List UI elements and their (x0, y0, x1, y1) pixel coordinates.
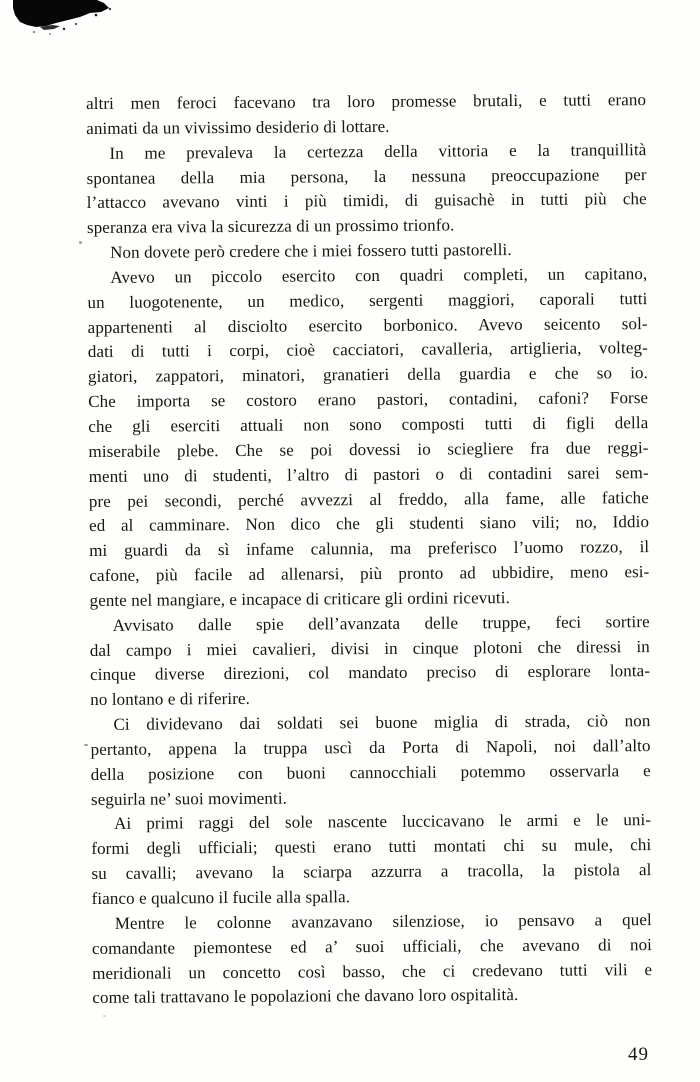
text-line: spontanea della mia persona, la nessuna preoccupazione per (86, 164, 647, 188)
text-line: pertanto, appena la truppa uscì da Porta di Napoli, noi dall’alto (90, 736, 651, 759)
text-block (86, 88, 652, 1011)
text-line: dal campo i miei cavalieri, divisi in cinque plotoni che diressi in (89, 636, 650, 660)
ink-blob-artifact (0, 0, 130, 46)
text-line: menti uno di studenti, l’altro di pastori o di contadini sarei sem- (88, 462, 649, 486)
paragraph (86, 88, 646, 142)
text-line: Avvisato dalle spie dell’avanzata delle truppe, feci sortire (112, 611, 650, 635)
text-line: speranza era viva la sicurezza di un prossimo trionfo. (86, 215, 455, 238)
text-line: formi degli ufficiali; questi erano tutti montati chi su mule, chi (91, 835, 652, 859)
scan-speckle (103, 1015, 106, 1017)
text-line: meridionali un concetto così basso, che ci credevano tutti vili e (92, 959, 653, 983)
paragraph (91, 809, 652, 912)
text-line: Avevo un piccolo esercito con quadri completi, un capitano, (110, 263, 648, 287)
text-line: cinque diverse direzioni, col mandato preciso di esplorare lonta- (90, 661, 651, 685)
scan-speckle (79, 241, 82, 244)
paragraph (90, 709, 651, 812)
text-line: un luogotenente, un medico, sergenti maggiori, caporali tutti (87, 288, 648, 312)
text-line: animati da un vivissimo desiderio di lottare. (86, 116, 390, 138)
text-line: cafone, più facile ad allenarsi, più pronto ad ubbidire, meno esi- (89, 562, 650, 586)
text-line: no lontano e di riferire. (90, 689, 251, 710)
text-line: In me prevaleva la certezza della vittoria e la tranquillità (109, 139, 647, 163)
text-line: comandante piemontese ed a’ suoi ufficiali, che avevano di noi (91, 934, 653, 958)
page-number: 49 (628, 1044, 649, 1065)
scan-speckle (84, 744, 88, 746)
text-line: Mentre le colonne avanzavano silenziose, io pensavo a quel (114, 909, 652, 933)
text-line: altri men feroci facevano tra loro promesse brutali, e tutti erano (86, 90, 647, 113)
text-line: mi guardi da sì infame calunnia, ma preferisco l’uomo rozzo, il (89, 537, 650, 561)
text-line: l’attacco avevano vinti i più timidi, di guisachè in tutti più che (86, 189, 647, 213)
text-line: gente nel mangiare, e incapace di criticare gli ordini ricevuti. (89, 587, 510, 610)
paragraph (86, 138, 647, 241)
text-line: che gli eserciti attuali non sono composti tutti di figli della (88, 413, 649, 436)
text-line: su cavalli; avevano la sciarpa azzurra a tracolla, la pistola al (91, 860, 652, 884)
paragraph (92, 908, 653, 1011)
text-line: ed al camminare. Non dico che gli studenti siano vili; no, Iddio (88, 512, 650, 536)
text-line: dati di tutti i corpi, cioè cacciatori, cavalleria, artiglieria, volteg- (87, 338, 648, 362)
text-line: Non dovete però credere che i miei fossero tutti pastorelli. (110, 240, 512, 262)
text-line: appartenenti al disciolto esercito borbonico. Avevo seicento sol- (87, 313, 648, 337)
text-line: pre pei secondi, perché avvezzi al freddo, alla fame, alle fatiche (88, 487, 649, 511)
text-line: giatori, zappatori, minatori, granatieri della guardia e che so io. (87, 363, 649, 387)
text-line: della posizione con buoni cannocchiali potemmo osservarla e (90, 760, 651, 784)
text-line: Ci dividevano dai soldati sei buone miglia di strada, ciò non (113, 711, 651, 734)
text-line: seguirla ne’ suoi movimenti. (90, 788, 288, 809)
text-line: Che importa se costoro erano pastori, contadini, cafoni? Forse (88, 388, 649, 412)
text-line: Ai primi raggi del sole nascente luccicavano le armi e le uni- (114, 810, 652, 834)
text-line: fianco e qualcuno il fucile alla spalla. (91, 887, 351, 908)
text-line: come tali trattavano le popolazioni che davano loro ospitalità. (92, 985, 519, 1008)
paragraph (87, 262, 649, 614)
paragraph (90, 610, 651, 713)
text-line: miserabile plebe. Che se poi dovessi io sciegliere fra due reggi- (88, 437, 649, 461)
